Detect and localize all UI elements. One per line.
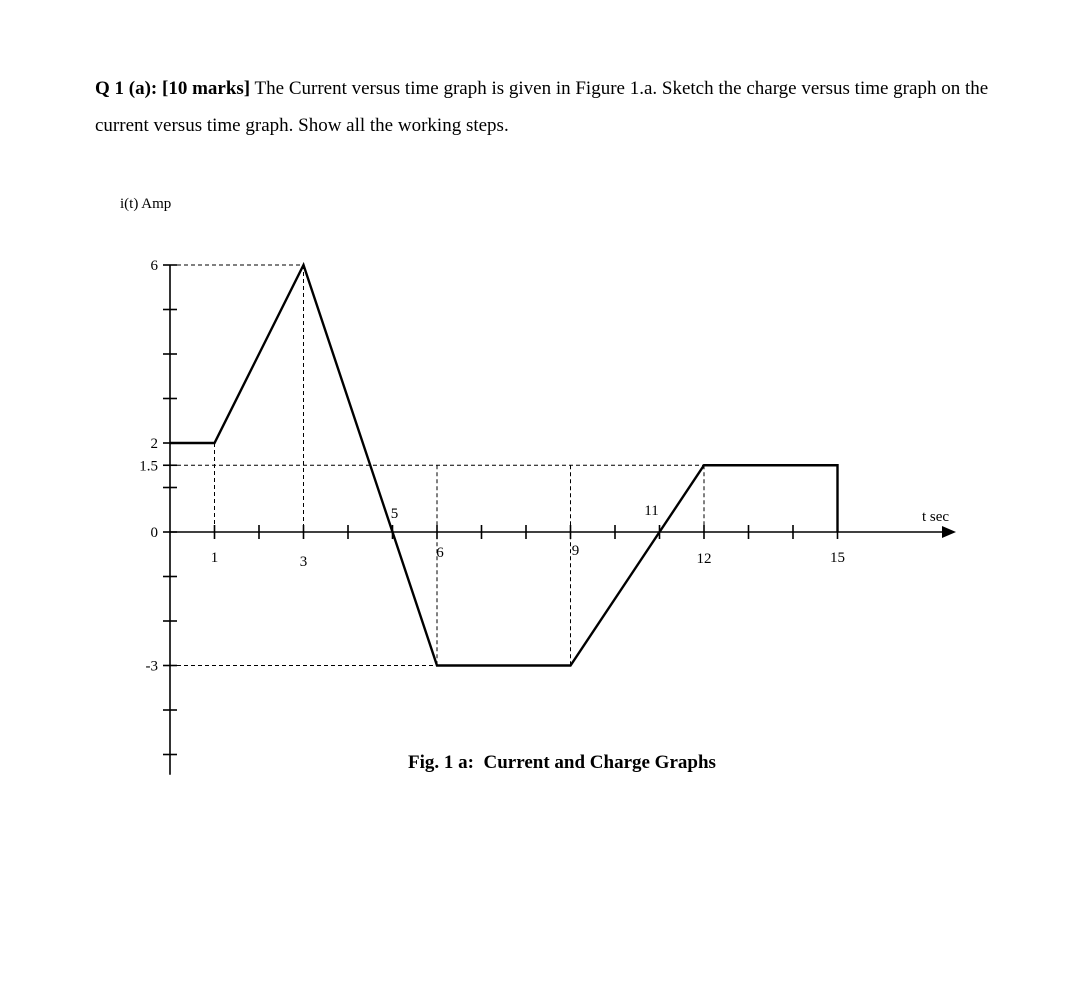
y-tick-label-0: 0 [150,525,158,541]
figure-caption: Fig. 1 a: Current and Charge Graphs [408,752,716,773]
x-tick-label-15: 15 [830,550,845,566]
axis-ticks [163,265,838,755]
x-tick-label-11: 11 [644,503,659,519]
x-tick-label-5: 5 [390,506,399,522]
y-axis-label: i(t) Amp [120,196,172,212]
y-tick-label-6: 6 [150,258,158,274]
question-body: The Current versus time graph is given in Figure 1.a. Sketch the charge versus time graph on the current versus time graph. Show all the working steps. [95,78,989,136]
x-tick-label-3: 3 [299,554,308,570]
x-tick-label-1: 1 [210,550,219,566]
x-tick-label-12: 12 [696,551,712,567]
y-tick-label--3: -3 [145,658,158,675]
y-tick-label-1_5: 1.5 [139,458,158,475]
question-label: Q 1 (a): [10 marks] [95,78,251,99]
x-tick-label-9: 9 [571,543,580,559]
y-tick-label-2: 2 [150,436,158,452]
guide-lines [170,265,704,666]
x-axis-arrow [942,526,956,538]
x-tick-label-6: 6 [436,545,444,561]
x-axis-label: t sec [922,509,950,525]
